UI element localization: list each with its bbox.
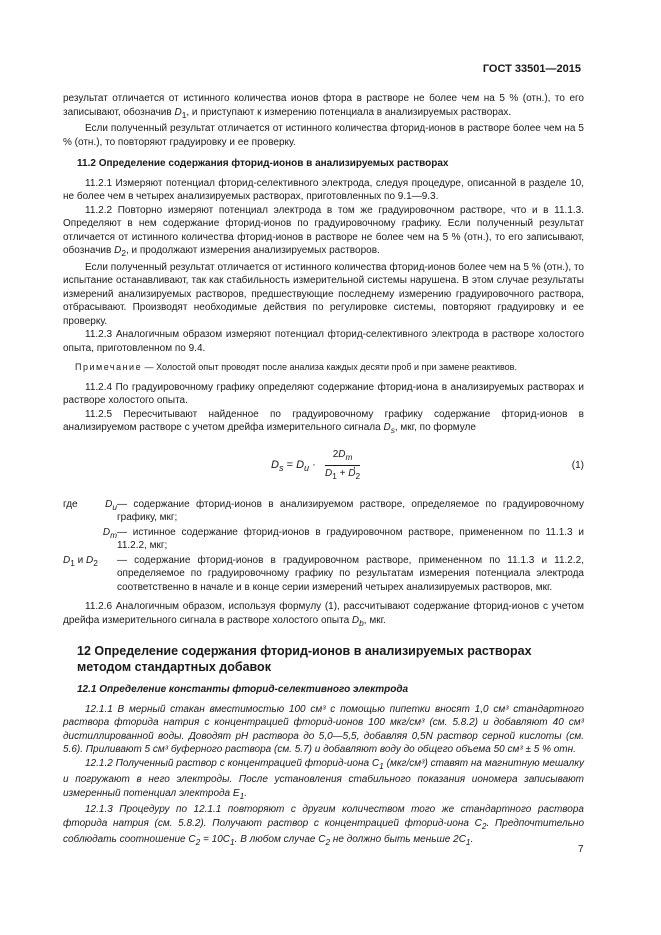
- section-heading-11-2: 11.2 Определение содержания фторид-ионов в анализируемых растворах: [77, 158, 449, 169]
- definition-text: — истинное содержание фторид-ионов в градуировочном растворе, примененном по 11.1.3 и 11.2.2, мкг;: [117, 526, 584, 551]
- paragraph: Если полученный результат отличается от истинного количества фторид-ионов более чем на 5 % (отн.), то испытание останавливают, так как стабильность измерительной системы нарушена. В этом случае результаты измерений анализируемых растворов, предшествующие последнему измерению градуировочного раствора, отбрасывают. Производят необходимые действия по регулировке системы, повторяют градуировку и ее проверку.: [63, 261, 584, 327]
- symbol-d1-d2: $D_1$ и $D_2$: [63, 554, 98, 568]
- paragraph: 12.1.1 В мерный стакан вместимостью 100 см³ с помощью пипетки вносят 1,0 см³ стандартного раствора фторида натрия с концентрацией фторид-ионов 100 мкг/см³ (см. 5.8.2) и добавляют 40 см³ дистиллированной воды. Доводят pH раствора до 5,0—5,5, добавляя 0,5N раствор серной кислоты (см. 5.6). Приливают 5 см³ буферного раствора (см. 5.7) и добавляют воду до общего объема 50 см³ ± 5 % отн.: [63, 703, 584, 755]
- standard-header: ГОСТ 33501—2015: [482, 63, 581, 75]
- paragraph: 11.2.3 Аналогичным образом измеряют потенциал фторид-селективного электрода в растворе холостого опыта, приготовленном по 9.4.: [63, 329, 584, 354]
- paragraph: результат отличается от истинного количества ионов фтора в растворе не более чем на 5 % (отн.), то его записывают, обозначив $D_1$, и приступают к измерению потенциала в анализируемых растворах.: [63, 93, 584, 120]
- definition-text: — содержание фторид-ионов в градуировочном растворе, примененном по 11.1.3 и 11.2.2, определяемое по градуировочному графику по результатам измерения потенциала электрода соответственно в начале и в конце серии измерений четырех анализируемых растворов, мкг.: [117, 554, 584, 593]
- formula-number: (1): [571, 459, 584, 471]
- definition-row: [63, 498, 584, 526]
- paragraph: 12.1.2 Полученный раствор с концентрацией фторид-иона $C_1$ (мкг/см³) ставят на магнитную мешалку и погружают в него электроды. После установления стабильного показания иономера записывают измеренный потенциал электрода $E_1$.: [63, 757, 584, 801]
- paragraph: 11.2.6 Аналогичным образом, используя формулу (1), рассчитывают содержание фторид-ионов с учетом дрейфа измерительного сигнала в растворе холостого опыта $D_b$, мкг.: [63, 601, 584, 628]
- paragraph: 11.2.2 Повторно измеряют потенциал электрода в том же градуировочном растворе, что и в 11.1.3. Определяют в нем содержание фторид-ионов по градуировочному графику. Если полученный результат отличается от истинного количества фторид-ионов в растворе не более чем на 5 % (отн.), то его записывают, обозначив $D_2$, и продолжают измерения анализируемых растворов.: [63, 204, 584, 258]
- symbol-du: $D_u$: [105, 498, 117, 512]
- definition-row: [63, 554, 584, 596]
- paragraph: 12.1.3 Процедуру по 12.1.1 повторяют с другим количеством того же стандартного раствора фторида натрия (см. 5.8.2). Получают раствор с концентрацией фторид-иона $C_2$. Предпочтительно соблюдать соотношение $C_2 = 10C_1$. В любом случае $C_2$ не должно быть меньше $2C_1$.: [63, 804, 585, 847]
- where-label: где: [63, 498, 78, 510]
- fraction-denominator: $D_1 + D_2$: [325, 468, 361, 481]
- subsection-heading-12-1: 12.1 Определение константы фторид-селективного электрода: [77, 684, 409, 695]
- formula-lhs: $D_s = D_u$ ·: [271, 458, 316, 473]
- page-body: [63, 92, 584, 850]
- formula-comma: ,: [353, 459, 356, 471]
- section-heading-12: 12 Определение содержания фторид-ионов в анализируемых растворах методом стандартных добавок: [77, 644, 532, 674]
- definitions-table: [63, 498, 584, 596]
- definition-row: [63, 526, 584, 554]
- formula-1: [63, 442, 584, 494]
- note: Примечание — Холостой опыт проводят после анализа каждых десяти проб и при замене реактивов.: [75, 362, 517, 372]
- paragraph: 11.2.5 Пересчитывают найденное по градуировочному графику содержание фторид-ионов в анализируемом растворе с учетом дрейфа измерительного сигнала $D_s$, мкг, по формуле: [63, 408, 584, 435]
- paragraph: Если полученный результат отличается от истинного количества фторид-ионов в растворе более чем на 5 % (отн.), то повторяют градуировку и ее проверку.: [63, 123, 584, 148]
- page-number: 7: [578, 844, 584, 855]
- fraction-numerator: $2D_m$: [325, 448, 360, 467]
- paragraph: 11.2.4 По градуировочному графику определяют содержание фторид-иона в анализируемых растворах и растворе холостого опыта.: [63, 381, 584, 406]
- symbol-dm: $D_m$: [102, 526, 117, 540]
- paragraph: 11.2.1 Измеряют потенциал фторид-селективного электрода, следуя процедуре, описанной в разделе 10, не более чем в четырех анализируемых растворах, приготовленных по 9.1—9.3.: [63, 177, 584, 202]
- definition-text: — содержание фторид-ионов в анализируемом растворе, определяемое по градуировочному графику, мкг;: [117, 498, 584, 523]
